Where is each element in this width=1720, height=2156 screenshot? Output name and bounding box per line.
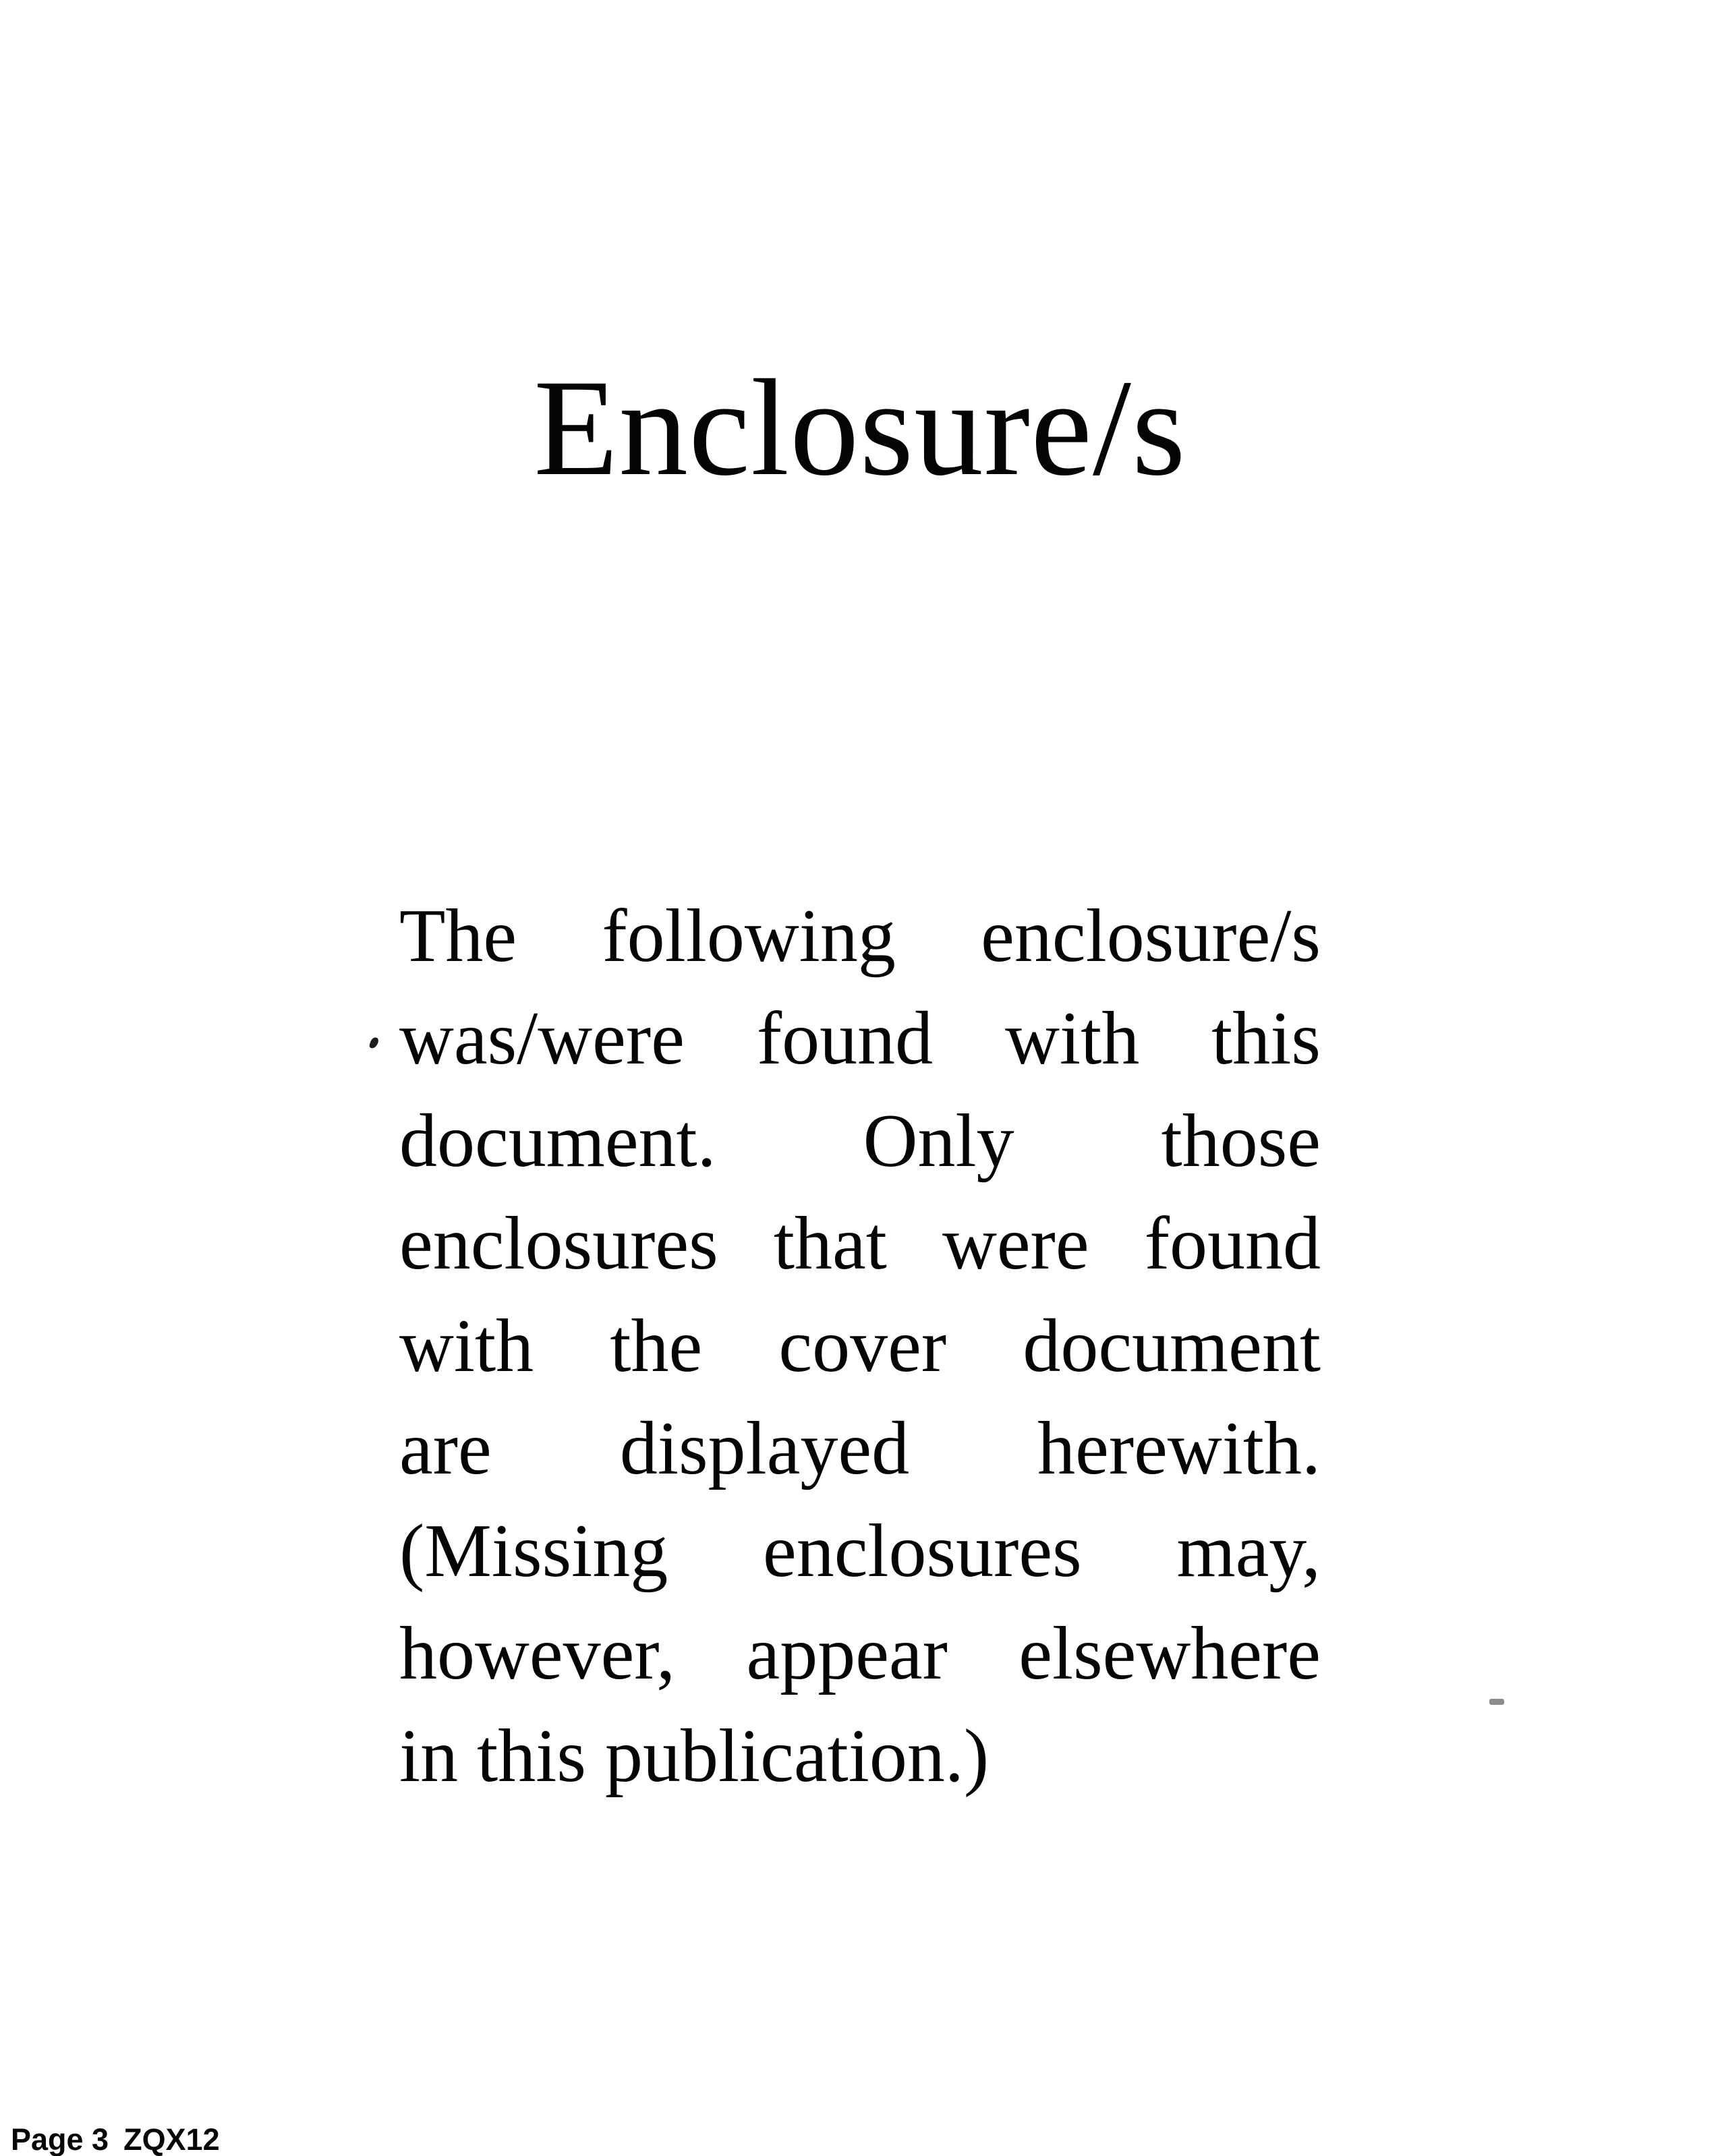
paragraph-line: with the cover document [399,1304,1321,1388]
paragraph-line: are displayed herewith. [399,1407,1321,1490]
paragraph-line: document. Only those [399,1099,1321,1183]
paragraph-line: however, appear elsewhere [399,1612,1321,1695]
page-footer [11,2123,220,2156]
page-number-label: Page 3 [11,2122,109,2156]
paragraph-line: The following enclosure/s [399,894,1321,978]
page-title: Enclosure/s [534,351,1186,504]
paragraph-line: in this publication.) [399,1714,990,1798]
paragraph-line: (Missing enclosures may, [399,1509,1321,1593]
paragraph-line: enclosures that were found [399,1202,1321,1285]
scan-artifact-dash [1489,1699,1504,1705]
paragraph-line: was/were found with this [399,997,1321,1080]
scan-artifact-speck [369,1037,380,1050]
enclosure-notice-paragraph [399,885,1321,1807]
document-code-label: ZQX12 [123,2122,220,2156]
